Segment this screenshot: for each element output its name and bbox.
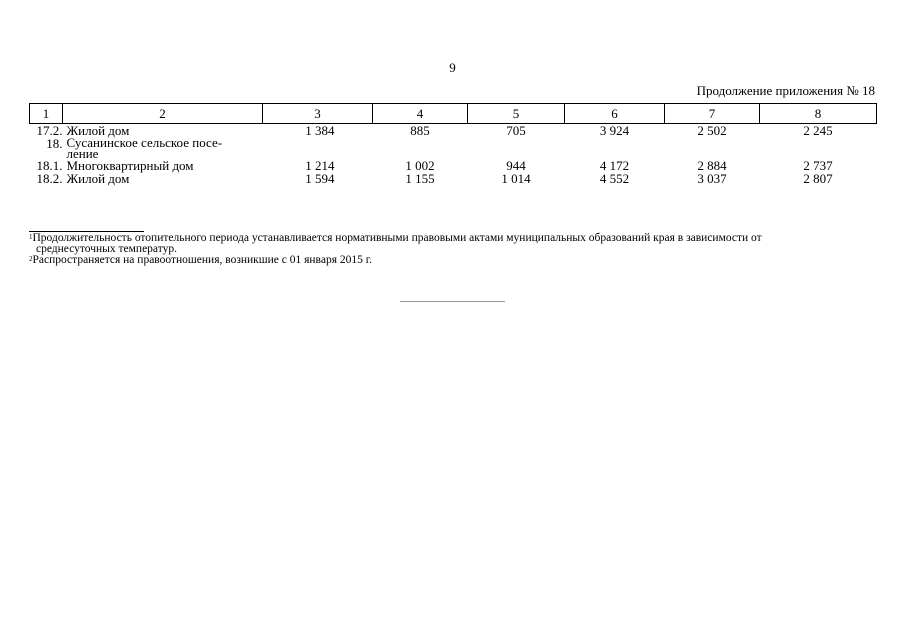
column-header: 5 bbox=[468, 104, 565, 124]
cell-value: 2 502 bbox=[697, 123, 727, 138]
table-row bbox=[30, 159, 877, 172]
cell-value: 2 737 bbox=[803, 158, 833, 173]
table-header-row bbox=[30, 104, 877, 124]
footnote-text: Распространяется на правоотношения, возникшие с 01 января 2015 г. bbox=[32, 254, 373, 266]
cell-value bbox=[263, 137, 373, 159]
data-table bbox=[29, 103, 877, 185]
cell-value: 944 bbox=[506, 158, 526, 173]
cell-value bbox=[468, 137, 565, 159]
cell-value: 1 014 bbox=[501, 171, 531, 186]
footnote-continuation: среднесуточных температур. bbox=[36, 243, 177, 255]
footnote-mark: 2 bbox=[29, 255, 33, 263]
page-number: 9 bbox=[449, 60, 456, 75]
footnote bbox=[29, 255, 876, 266]
cell-value bbox=[760, 137, 877, 159]
cell-value: 2 884 bbox=[697, 158, 727, 173]
cell-value: 4 172 bbox=[599, 158, 630, 173]
footnote-text: Продолжительность отопительного периода устанавливается нормативными правовыми актами муниципальных образований края в зависимости от bbox=[32, 232, 762, 244]
row-name bbox=[63, 137, 263, 159]
row-code: 17.2. bbox=[36, 123, 63, 138]
cell-value: 2 807 bbox=[803, 171, 833, 186]
column-header: 7 bbox=[665, 104, 760, 124]
cell-value bbox=[665, 137, 760, 159]
column-header: 6 bbox=[565, 104, 665, 124]
row-code: 18. bbox=[46, 136, 63, 151]
cell-value: 1 155 bbox=[405, 171, 435, 186]
cell-value: 3 037 bbox=[697, 171, 727, 186]
cell-value: 885 bbox=[410, 123, 430, 138]
cell-value: 1 002 bbox=[405, 158, 435, 173]
table-row bbox=[30, 172, 877, 185]
row-name: Жилой дом bbox=[66, 171, 130, 186]
footnote-mark: 1 bbox=[29, 233, 33, 241]
footnotes bbox=[29, 233, 876, 266]
cell-value bbox=[373, 137, 468, 159]
cell-value: 1 594 bbox=[305, 171, 335, 186]
cell-value: 1 384 bbox=[305, 123, 335, 138]
cell-value: 705 bbox=[506, 123, 526, 138]
cell-value: 1 214 bbox=[305, 158, 335, 173]
cell-value: 4 552 bbox=[599, 171, 630, 186]
row-name: Многоквартирный дом bbox=[66, 158, 194, 173]
row-code: 18.2. bbox=[36, 171, 63, 186]
column-header: 4 bbox=[373, 104, 468, 124]
cell-value bbox=[565, 137, 665, 159]
table-row bbox=[30, 137, 877, 159]
row-code: 18.1. bbox=[36, 158, 63, 173]
continuation-label: Продолжение приложения № 18 bbox=[696, 83, 875, 98]
cell-value: 2 245 bbox=[803, 123, 833, 138]
row-name-text: Сусанинское сельское посе-ление bbox=[66, 135, 223, 161]
row-name: Жилой дом bbox=[66, 123, 130, 138]
end-divider bbox=[400, 301, 505, 302]
column-header: 8 bbox=[760, 104, 877, 124]
column-header: 3 bbox=[263, 104, 373, 124]
cell-value: 3 924 bbox=[599, 123, 630, 138]
column-header: 1 bbox=[30, 104, 63, 124]
column-header: 2 bbox=[63, 104, 263, 124]
